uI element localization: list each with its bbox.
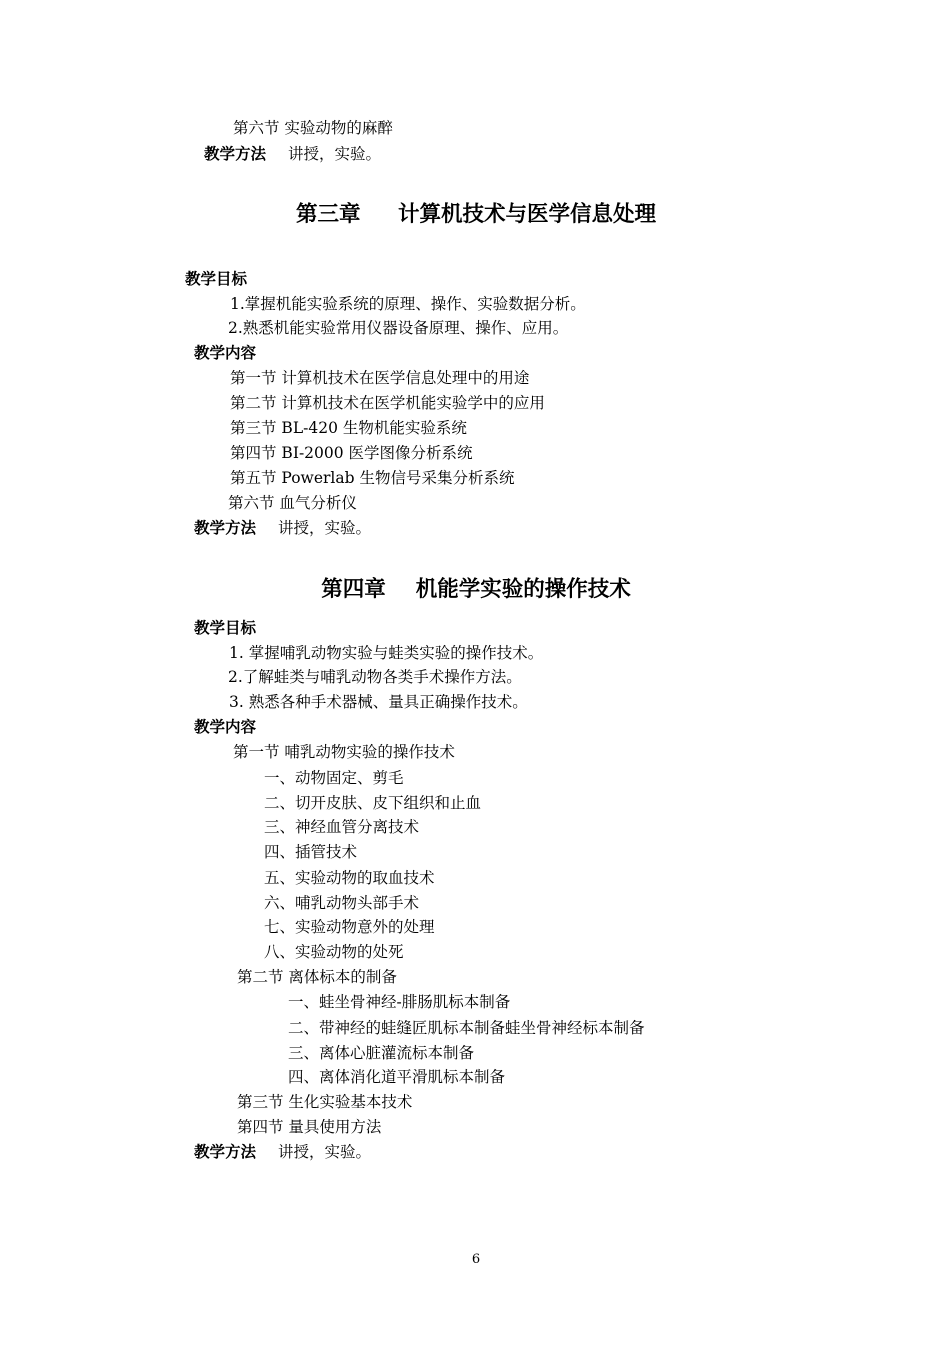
ch4-s1-item-7: 七、实验动物意外的处理 — [264, 918, 435, 936]
ch4-s2-item-1: 一、蛙坐骨神经-腓肠肌标本制备 — [288, 993, 511, 1011]
method-value: 讲授，实验。 — [288, 145, 382, 163]
ch3-goal-label: 教学目标 — [185, 270, 248, 288]
method-label: 教学方法 — [194, 1143, 257, 1161]
ch4-goal-1: 1. 掌握哺乳动物实验与蛙类实验的操作技术。 — [229, 644, 544, 662]
ch3-section-3: 第三节 BL-420 生物机能实验系统 — [230, 419, 467, 437]
ch4-s1-item-5: 五、实验动物的取血技术 — [264, 869, 435, 887]
ch4-s1-item-3: 三、神经血管分离技术 — [264, 818, 420, 836]
ch3-section-5: 第五节 Powerlab 生物信号采集分析系统 — [230, 469, 515, 487]
ch3-section-2: 第二节 计算机技术在医学机能实验学中的应用 — [230, 394, 545, 412]
ch4-teaching-method — [194, 1142, 371, 1162]
method-value: 讲授，实验。 — [278, 1143, 372, 1161]
ch4-s2-item-3: 三、离体心脏灌流标本制备 — [288, 1044, 475, 1062]
ch4-s1-item-2: 二、切开皮肤、皮下组织和止血 — [264, 794, 482, 812]
ch4-s1-item-6: 六、哺乳动物头部手术 — [264, 894, 420, 912]
method-value: 讲授，实验。 — [278, 519, 372, 537]
section-6-anesthesia: 第六节 实验动物的麻醉 — [233, 119, 393, 137]
ch4-goal-2: 2.了解蛙类与哺乳动物各类手术操作方法。 — [228, 668, 522, 686]
ch4-section-2: 第二节 离体标本的制备 — [237, 968, 397, 986]
ch4-s1-item-4: 四、插管技术 — [264, 843, 358, 861]
ch4-section-3: 第三节 生化实验基本技术 — [237, 1093, 413, 1111]
ch4-section-4: 第四节 量具使用方法 — [237, 1118, 382, 1136]
ch4-s1-item-1: 一、动物固定、剪毛 — [264, 769, 404, 787]
ch3-goal-1: 1.掌握机能实验系统的原理、操作、实验数据分析。 — [230, 295, 586, 313]
ch4-goal-label: 教学目标 — [194, 619, 257, 637]
method-label: 教学方法 — [194, 519, 257, 537]
page-number: 6 — [471, 1252, 481, 1267]
ch3-teaching-method — [194, 518, 371, 538]
ch3-section-6: 第六节 血气分析仪 — [228, 494, 357, 512]
chapter-4-title: 第四章 机能学实验的操作技术 — [321, 577, 631, 602]
ch3-goal-2: 2.熟悉机能实验常用仪器设备原理、操作、应用。 — [228, 319, 569, 337]
ch4-s2-item-2: 二、带神经的蛙缝匠肌标本制备蛙坐骨神经标本制备 — [288, 1019, 645, 1037]
method-label: 教学方法 — [204, 145, 267, 163]
ch4-content-label: 教学内容 — [194, 718, 257, 736]
chapter-3-title: 第三章 计算机技术与医学信息处理 — [296, 202, 656, 227]
ch4-s1-item-8: 八、实验动物的处死 — [264, 943, 404, 961]
ch3-section-1: 第一节 计算机技术在医学信息处理中的用途 — [230, 369, 530, 387]
ch4-goal-3: 3. 熟悉各种手术器械、量具正确操作技术。 — [229, 693, 528, 711]
ch3-section-4: 第四节 BI-2000 医学图像分析系统 — [230, 444, 473, 462]
ch4-s2-item-4: 四、离体消化道平滑肌标本制备 — [288, 1068, 506, 1086]
ch4-section-1: 第一节 哺乳动物实验的操作技术 — [233, 743, 455, 761]
teaching-method-top — [204, 144, 381, 164]
ch3-content-label: 教学内容 — [194, 344, 257, 362]
